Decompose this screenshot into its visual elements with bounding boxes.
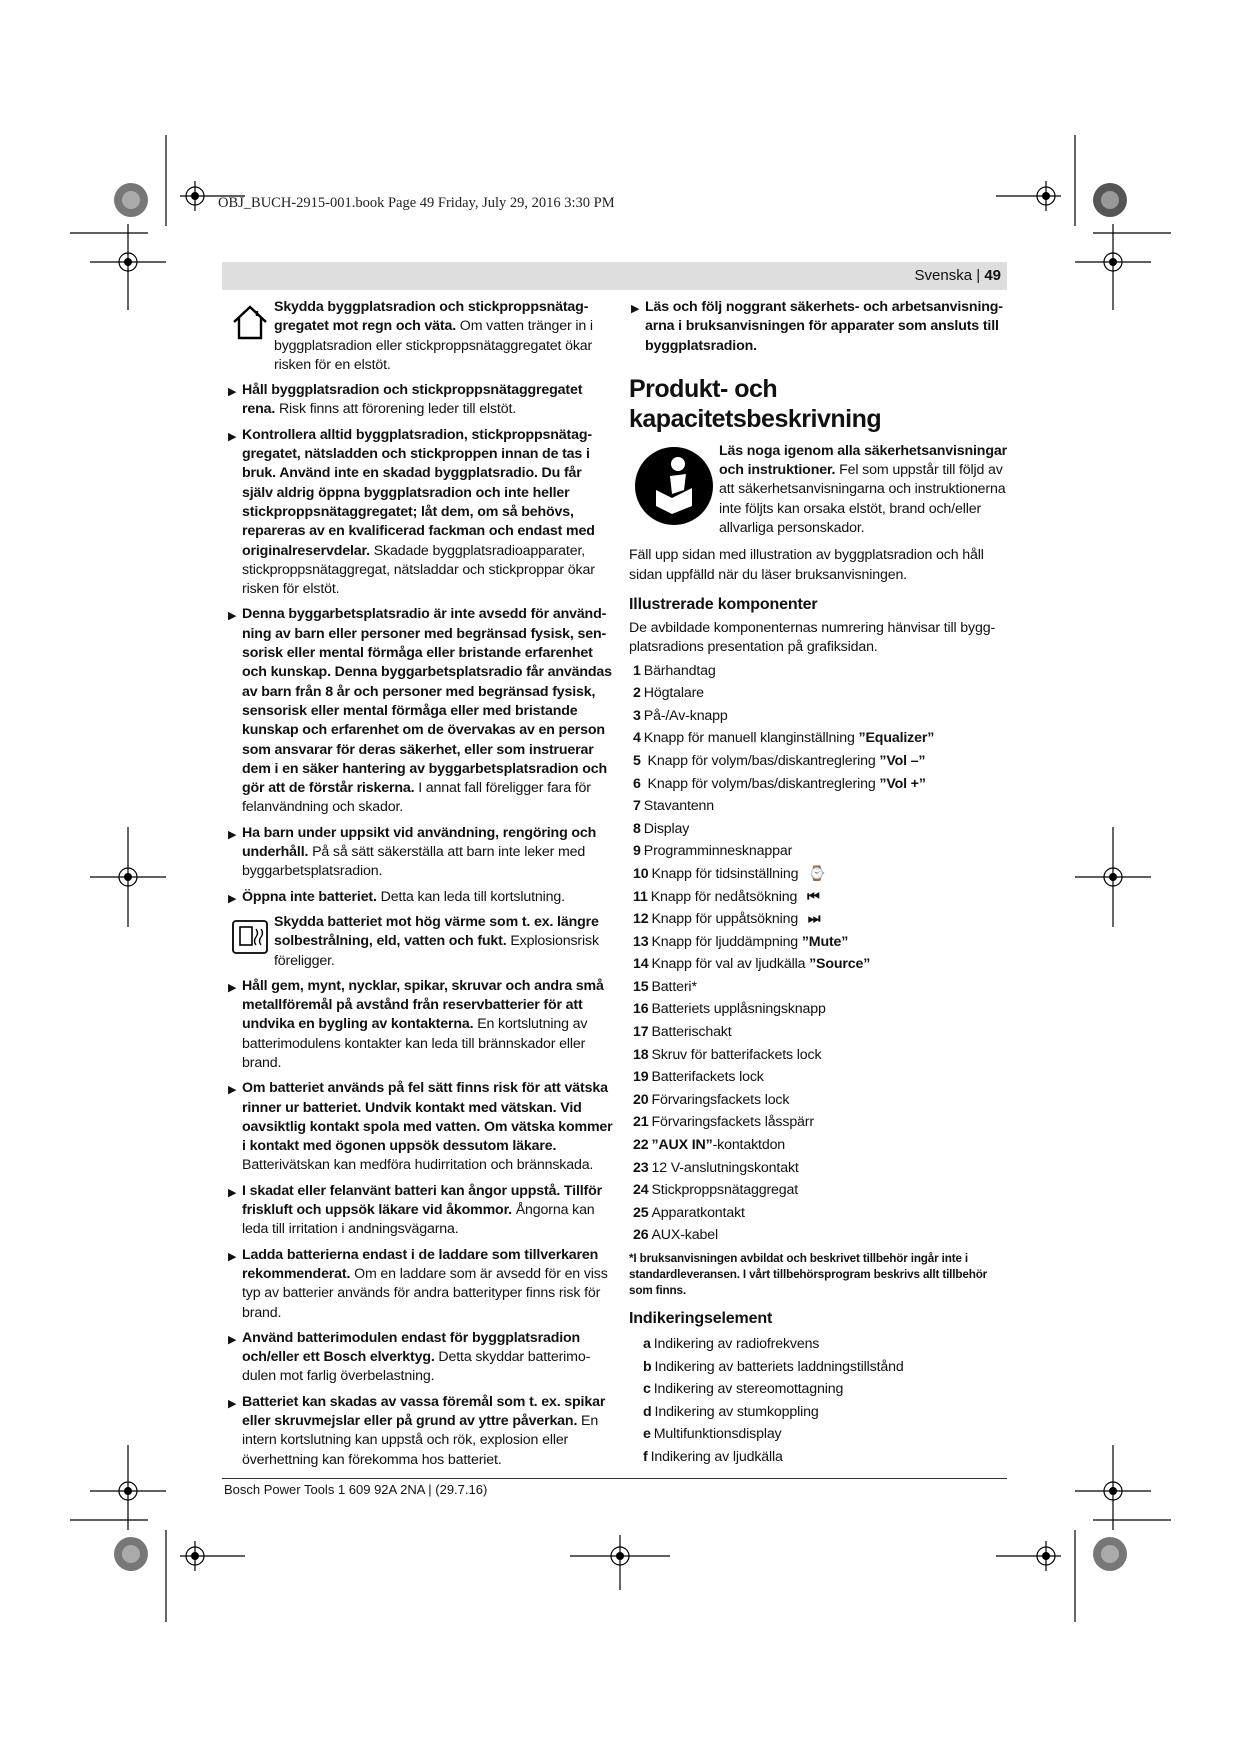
bullet-bold: Håll byggplatsradion och stickproppsnätaggregatet rena. — [242, 382, 583, 418]
component-label: Skruv för batterifackets lock — [651, 1046, 822, 1063]
component-number: 24 — [633, 1182, 649, 1199]
component-label: Programminnesknappar — [643, 843, 793, 860]
bullet-text: En intern kortslutning kan uppstå och rök, explosion eller överhettning kan förekomma hos batteriet. — [242, 1413, 599, 1468]
component-label: Display — [643, 820, 690, 837]
component-number: 16 — [633, 1001, 649, 1018]
heat-warning-text: Explosionsrisk föreligger. — [274, 933, 599, 969]
read-manual-icon — [629, 442, 719, 528]
component-number: 17 — [633, 1024, 649, 1041]
indicator-item — [643, 1356, 1009, 1379]
bullet-text: I annat fall föreligger fara för felanvändning och skador. — [242, 780, 591, 816]
indicator-letter: d — [643, 1403, 652, 1420]
house-rain-icon — [226, 298, 274, 348]
bullet-item — [629, 298, 1009, 356]
component-key-label: ”Equalizer” — [858, 730, 935, 747]
bullet-bold: Använd batterimodulen endast för byggplatsradion och/eller ett Bosch elverktyg. — [242, 1329, 581, 1366]
component-item — [633, 818, 1009, 841]
battery-heat-icon — [226, 913, 274, 963]
component-item — [633, 773, 1009, 796]
footer-rule — [222, 1478, 1007, 1479]
indicator-item — [643, 1401, 1009, 1424]
right-column — [629, 298, 1009, 1469]
component-number: 25 — [633, 1204, 649, 1221]
component-item — [633, 976, 1009, 999]
indicator-label: Indikering av stereomottagning — [653, 1381, 844, 1398]
component-item — [633, 1021, 1009, 1044]
indicator-letter: c — [643, 1381, 651, 1398]
component-item — [633, 1224, 1009, 1247]
bullet-icon: ▶ — [228, 892, 237, 905]
rain-warning — [226, 298, 614, 375]
fold-note: Fäll upp sidan med illustration av byggplatsradion och håll sidan uppfälld när du läser bruksanvisningen. — [629, 547, 984, 583]
component-item — [633, 953, 1009, 976]
component-number: 18 — [633, 1046, 649, 1063]
component-item — [633, 931, 1009, 954]
bullet-text: På så sätt säkerställa att barn inte leker med byggarbetsplatsradion. — [242, 844, 586, 880]
bullet-icon: ▶ — [228, 1186, 237, 1199]
component-number: 2 — [633, 685, 641, 702]
bullet-icon: ▶ — [631, 303, 640, 315]
component-item — [633, 1044, 1009, 1067]
component-item — [633, 750, 1009, 773]
component-label: Batterifackets lock — [651, 1069, 764, 1086]
footnote: *I bruksanvisningen avbildat och beskrivet tillbehör ingår inte i standardleveransen. I vårt tillbehörsprogram beskrivs allt tillbehör som finns. — [629, 1252, 988, 1297]
bullet-text: Skadade byggplatsradioapparater, stickproppsnätaggregat, nätsladdar och stickproppar ökar risken för elstöt. — [242, 542, 595, 598]
indicator-label: Indikering av radiofrekvens — [653, 1336, 820, 1352]
print-slug: OBJ_BUCH-2915-001.book Page 49 Friday, July 29, 2016 3:30 PM — [218, 195, 615, 211]
left-column — [226, 298, 614, 1476]
component-number: 12 — [633, 911, 649, 928]
bullet-item — [226, 381, 614, 420]
component-label: Stickproppsnätaggregat — [651, 1182, 799, 1199]
component-item — [633, 1157, 1009, 1180]
bullet-bold: Denna byggarbetsplatsradio är inte avsedd för användning av barn eller personer med begränsad fysisk, sensorisk eller mental förmåga eller bristande erfarenhet och kunskap. Denna byggarbetsplatsradio får användas av barn från 8 år och personer med begränsad fysisk, sensorisk eller mental förmåga eller med bristande kunskap och erfarenhet om de övervakas av en person som ansvarar för deras säkerhet, eller som instruerar dem i en säker hantering av byggarbetsplatsradion och gör att de förstår riskerna. — [242, 606, 612, 797]
component-item — [633, 840, 1009, 863]
component-item — [633, 998, 1009, 1021]
component-list — [629, 660, 1009, 1247]
component-number: 9 — [633, 843, 641, 860]
indicator-letter: e — [643, 1426, 651, 1443]
bullet-text: Om en laddare som är avsedd för en viss typ av batterier används för andra batterityper finns risk för brand. — [242, 1265, 608, 1321]
bullet-item — [226, 1079, 614, 1175]
component-label: Knapp för volym/bas/diskantreglering — [643, 752, 880, 769]
bullet-text: Batterivätskan kan medföra hudirritation och brännskada. — [242, 1157, 594, 1174]
component-number: 8 — [633, 820, 641, 837]
indicator-item — [643, 1378, 1009, 1401]
header-language: Svenska — [914, 267, 973, 284]
component-item — [633, 795, 1009, 818]
read-note-bold: Läs noga igenom alla säkerhetsanvisningar och instruktioner. — [719, 442, 1007, 479]
component-key-label: ”Source” — [809, 956, 871, 973]
components-intro: De avbildade komponenternas numrering hänvisar till byggplatsradions presentation på grafiksidan. — [629, 619, 996, 656]
bullet-item — [226, 426, 614, 600]
bullet-bold: I skadat eller felanvänt batteri kan ångor uppstå. Tillför friskluft och uppsök läkare vid åkommor. — [242, 1182, 603, 1219]
component-item — [633, 705, 1009, 728]
component-label: Bärhandtag — [643, 662, 716, 679]
component-label: AUX-kabel — [651, 1227, 718, 1244]
component-number: 20 — [633, 1091, 649, 1108]
bullet-item — [226, 1329, 614, 1387]
component-label: Förvaringsfackets lock — [651, 1091, 790, 1108]
bullet-text: Detta skyddar batterimodulen mot farlig överbelastning. — [242, 1349, 591, 1385]
component-number: 7 — [633, 798, 641, 815]
bullet-text: Ångorna kan leda till irritation i andningsvägarna. — [242, 1202, 595, 1238]
component-label: Knapp för manuell klanginställning — [643, 730, 859, 747]
component-number: 23 — [633, 1159, 649, 1176]
indicator-letter: f — [643, 1448, 648, 1465]
bullet-text: En kortslutning av batterimodulens kontakter kan leda till brännskador eller brand. — [242, 1016, 588, 1071]
indicator-letter: a — [643, 1336, 651, 1352]
bullet-item — [226, 605, 614, 817]
component-item — [633, 1111, 1009, 1134]
component-number: 10 — [633, 865, 649, 882]
bullet-icon: ▶ — [228, 610, 237, 623]
rain-warning-bold: Skydda byggplatsradion och stickproppsnätaggregatet mot regn och väta. — [274, 299, 589, 335]
indicators-heading: Indikeringselement — [629, 1310, 773, 1327]
component-key-label: ”Mute” — [801, 933, 849, 950]
read-instructions-note — [629, 442, 1009, 538]
component-number: 4 — [633, 730, 641, 747]
component-label: Högtalare — [643, 685, 704, 702]
bullet-bold: Batteriet kan skadas av vassa föremål som t. ex. spikar eller skruvmejslar eller på grund av yttre påverkan. — [242, 1393, 606, 1430]
component-key-label: ”Vol –” — [879, 752, 926, 769]
indicator-item — [643, 1446, 1009, 1469]
component-label: Knapp för val av ljudkälla — [651, 956, 810, 973]
footer: Bosch Power Tools 1 609 92A 2NA | (29.7.16) — [224, 1482, 488, 1497]
component-number: 1 — [633, 662, 641, 679]
component-label: -kontaktdon — [712, 1137, 786, 1154]
component-key-label: ”Vol +” — [879, 775, 926, 792]
component-number: 11 — [633, 888, 648, 905]
section-heading: Produkt- och kapacitetsbeskrivning — [629, 374, 882, 433]
indicator-label: Multifunktionsdisplay — [653, 1426, 782, 1443]
bullet-icon: ▶ — [228, 430, 237, 443]
indicator-label: Indikering av stumkoppling — [654, 1403, 819, 1420]
component-label: 12 V-anslutningskontakt — [651, 1159, 799, 1176]
bullet-bold: Ladda batterierna endast i de laddare som tillverkaren rekommenderat. — [242, 1246, 599, 1282]
component-label: På-/Av-knapp — [643, 707, 728, 724]
indicator-list — [629, 1333, 1009, 1469]
read-note-text: Fel som uppstår till följd av att säkerhetsanvisningarna och instruktionerna inte följts kan orsaka elstöt, brand och/eller allvarliga personskador. — [719, 462, 1006, 537]
component-item — [633, 886, 1009, 909]
component-label: Apparatkontakt — [651, 1204, 745, 1221]
indicator-item — [643, 1333, 1009, 1356]
bullet-bold: Håll gem, mynt, nycklar, spikar, skruvar och andra små metallföremål på avstånd från reservbatterier för att undvika en bygling av kontakterna. — [242, 977, 604, 1033]
indicator-letter: b — [643, 1358, 652, 1375]
component-item — [633, 1134, 1009, 1157]
header-separator: | — [976, 267, 981, 284]
bullet-icon: ▶ — [228, 1084, 237, 1097]
component-label: Knapp för tidsinställning — [651, 865, 803, 882]
component-item — [633, 1089, 1009, 1112]
bullet-item — [226, 1393, 614, 1470]
component-label: Batteri* — [651, 978, 697, 995]
component-label: Knapp för volym/bas/diskantreglering — [643, 775, 880, 792]
bullet-bold: Om batteriet används på fel sätt finns risk för att vätska rinner ur batteriet. Undvik kontakt med vätskan. Vid oavsiktlig kontakt spola med vatten. Om vätska kommer i kontakt med ögonen uppsök dessutom läkare. — [242, 1080, 613, 1155]
bullet-item — [226, 1246, 614, 1323]
clock-icon: ⌚ — [808, 865, 826, 882]
bullet-icon: ▶ — [228, 828, 237, 841]
component-number: 21 — [633, 1114, 649, 1131]
bullet-item — [226, 1182, 614, 1240]
bullet-text: Risk finns att förorening leder till elstöt. — [275, 401, 517, 418]
component-label: Stavantenn — [643, 798, 715, 815]
component-item — [633, 863, 1009, 886]
component-item — [633, 908, 1009, 931]
indicator-label: Indikering av batteriets laddningstillstånd — [654, 1358, 904, 1375]
bullet-bold: Öppna inte batteriet. — [242, 888, 377, 905]
component-number: 26 — [633, 1227, 649, 1244]
bullet-icon: ▶ — [228, 1397, 237, 1410]
bullet-text: Detta kan leda till kortslutning. — [376, 888, 565, 905]
bullet-bold: Kontrollera alltid byggplatsradion, stickproppsnätaggregatet, nätsladden och stickproppen innan de tas i bruk. Använd inte en skadad byggplatsradio. Du får själv aldrig öppna byggplatsradion och inte heller stickproppsnätaggregatet; låt dem, om så behövs, repareras av en kvalificerad fackman och endast med originalreservdelar. — [242, 426, 595, 559]
component-number: 3 — [633, 707, 641, 724]
component-label: Knapp för nedåtsökning — [650, 888, 802, 905]
component-item — [633, 1202, 1009, 1225]
component-number: 5 — [633, 752, 641, 769]
bullet-item — [226, 888, 614, 907]
header-bar — [222, 262, 1007, 290]
component-item — [633, 682, 1009, 705]
rain-warning-text: Om vatten tränger in i byggplatsradion eller stickproppsnätaggregatet ökar risken för en elstöt. — [274, 318, 593, 373]
page-number: 49 — [984, 267, 1001, 284]
component-label: Förvaringsfackets låsspärr — [651, 1114, 814, 1131]
component-label: Batteriets upplåsningsknapp — [651, 1001, 826, 1018]
component-key-label: ”AUX IN” — [651, 1137, 713, 1154]
bullet-bold: Läs och följ noggrant säkerhets- och arbetsanvisningarna i bruksanvisningen för apparater som ansluts till byggplatsradion. — [645, 299, 1004, 354]
bullet-icon: ▶ — [228, 386, 237, 399]
bullet-bold: Ha barn under uppsikt vid användning, rengöring och underhåll. — [242, 824, 597, 861]
component-label: Knapp för uppåtsökning — [651, 911, 802, 928]
bullet-icon: ▶ — [228, 1333, 237, 1346]
bullet-item — [226, 977, 614, 1073]
bullet-item — [226, 824, 614, 882]
skip-forward-icon: ⏭ — [807, 911, 821, 928]
component-number: 13 — [633, 933, 649, 950]
component-item — [633, 1179, 1009, 1202]
component-item — [633, 727, 1009, 750]
component-number: 14 — [633, 956, 649, 973]
component-number: 19 — [633, 1069, 649, 1086]
component-label: Knapp för ljuddämpning — [651, 933, 802, 950]
indicator-item — [643, 1423, 1009, 1446]
bullet-icon: ▶ — [228, 981, 237, 994]
bullet-icon: ▶ — [228, 1250, 237, 1263]
page-header — [915, 267, 1001, 284]
heat-warning — [226, 913, 614, 971]
component-number: 15 — [633, 978, 649, 995]
heat-warning-bold: Skydda batteriet mot hög värme som t. ex. längre solbestrålning, eld, vatten och fukt. — [274, 913, 599, 950]
component-label: Batterischakt — [651, 1024, 732, 1041]
indicator-label: Indikering av ljudkälla — [650, 1448, 783, 1465]
component-number: 6 — [633, 775, 641, 792]
components-heading: Illustrerade komponenter — [629, 595, 818, 613]
component-number: 22 — [633, 1137, 649, 1154]
skip-back-icon: ⏮ — [807, 888, 820, 905]
component-item — [633, 1066, 1009, 1089]
component-item — [633, 660, 1009, 683]
